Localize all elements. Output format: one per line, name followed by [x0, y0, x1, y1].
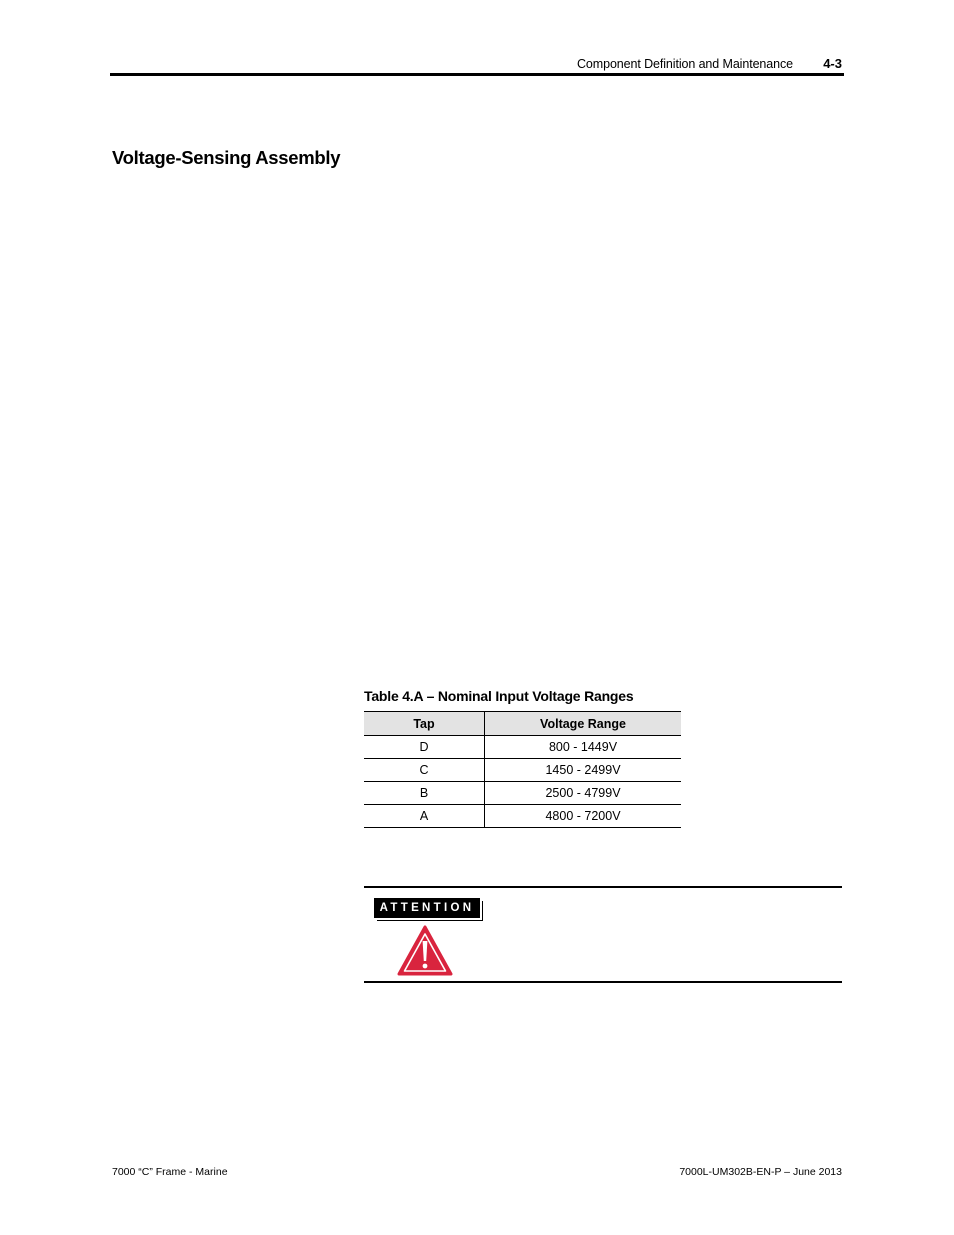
- page-number: 4-3: [823, 56, 842, 71]
- header-rule: [110, 73, 844, 76]
- voltage-range-cell: 1450 - 2499V: [485, 759, 682, 782]
- table-row: [364, 782, 681, 805]
- footer-product: 7000 “C” Frame - Marine: [112, 1166, 228, 1178]
- tap-cell: D: [364, 736, 485, 759]
- section-title: Voltage-Sensing Assembly: [112, 147, 341, 168]
- table-row: [364, 759, 681, 782]
- warning-triangle-icon: [396, 924, 454, 978]
- voltage-range-cell: 4800 - 7200V: [485, 805, 682, 828]
- running-header: Component Definition and Maintenance: [577, 57, 793, 71]
- table-header-row: [364, 712, 681, 736]
- attention-label: ATTENTION: [374, 898, 480, 918]
- table-row: [364, 805, 681, 828]
- voltage-range-cell: 2500 - 4799V: [485, 782, 682, 805]
- tap-cell: B: [364, 782, 485, 805]
- tap-cell: C: [364, 759, 485, 782]
- voltage-range-table: [364, 711, 681, 828]
- attention-notice: [364, 886, 842, 983]
- table-row: [364, 736, 681, 759]
- voltage-range-cell: 800 - 1449V: [485, 736, 682, 759]
- tap-cell: A: [364, 805, 485, 828]
- table-caption: Table 4.A – Nominal Input Voltage Ranges: [364, 688, 634, 704]
- column-header-voltage-range: Voltage Range: [485, 712, 682, 736]
- footer-publication: 7000L-UM302B-EN-P – June 2013: [679, 1166, 842, 1178]
- column-header-tap: Tap: [364, 712, 485, 736]
